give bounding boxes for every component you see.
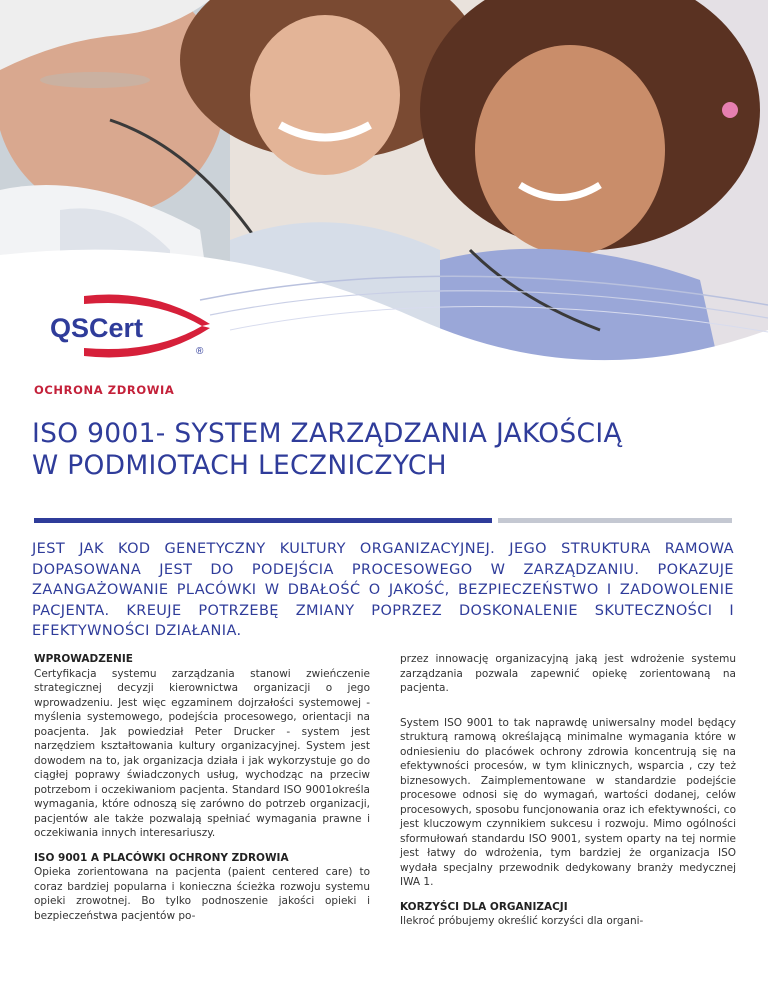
paragraph-continuation: przez innowację organizacyjną jaką jest wdrożenie systemu zarządzania pozwala zapewnić opiekę zorientowaną na pacjenta.	[400, 653, 736, 694]
heading-benefits: KORZYŚCI DLA ORGANIZACJI	[400, 900, 568, 913]
paragraph-introduction: Certyfikacja systemu zarządzania stanowi zwieńczenie strategicznej decyzji kierownictwa organizacji o jego wprowadzeniu. Jest więc egzaminem dojrzałości systemowej - myślenia systemowego, podejścia procesowego, orientacji na poacjenta. Jak powiedział Peter Drucker - system jest narzędziem kształtowania kultury organizacyjnej. System jest dowodem na to, jak organizacja działa i jak wykorzystuje go do ciągłej poprawy świadczonych usług, wychodząc na przeciw potrzebom i oczekiwaniom pacjenta. Standard ISO 9001określa wymagania, które odnoszą się zarówno do potrzeb organizacji, pacjentów ale także pozwalają spełniać wymagania prawne i oczekiwania innych interesariuszy.	[34, 667, 370, 839]
title-line-1: ISO 9001- SYSTEM ZARZĄDZANIA JAKOŚCIĄ	[32, 418, 622, 449]
heading-introduction: WPROWADZENIE	[34, 653, 133, 665]
left-column	[34, 652, 370, 923]
svg-text:QSCert: QSCert	[50, 313, 144, 343]
lead-paragraph: JEST JAK KOD GENETYCZNY KULTURY ORGANIZACYJNEJ. JEGO STRUKTURA RAMOWA DOPASOWANA JEST DO PODEJŚCIA PROCESOWEGO W ZARZĄDZANIU. POKAZUJE ZAANGAŻOWANIE PLACÓWKI W DBAŁOŚĆ O JAKOŚĆ, BEZPIECZEŃSTWO I ZADOWOLENIE PACJENTA. KREUJE POTRZEBĘ ZMIANY POPRZEZ DOSKONALENIE SKUTECZNOŚCI I EFEKTYWNOŚCI DZIAŁANIA.	[32, 541, 734, 639]
page-title	[32, 418, 742, 482]
title-line-2: W PODMIOTACH LECZNICZYCH	[32, 450, 447, 481]
qscert-logo	[44, 290, 224, 362]
paragraph-iso-healthcare: Opieka zorientowana na pacjenta (paient centered care) to coraz bardziej popularna i konieczna ścieżka rozwoju systemu opieki zrowotnej. Bo tylko podnoszenie jakości opieki i bezpieczeństwa pacjentów po-	[34, 866, 370, 922]
svg-text:®: ®	[196, 346, 204, 357]
heading-iso-healthcare: ISO 9001 A PLACÓWKI OCHRONY ZDROWIA	[34, 851, 289, 864]
divider-gray	[498, 518, 732, 523]
paragraph-iso-system: System ISO 9001 to tak naprawdę uniwersalny model będący strukturą ramową określającą minimalne wymagania które w odniesieniu do placówek ochrony zdrowia koncentrują się na efektywności procesów, w tym klinicznych, wsparcia , czy też biznesowych. Zaimplementowane w standardzie podejście procesowe odnosi się do wymagań, wartości dodanej, celów procesowych, sposobu funcjonowania oraz ich efektywności, co jest kluczowym czynnikiem sukcesu i rozwoju. Mimo ogólności sformułowań standardu ISO 9001, system oparty na tej normie jest łatwy do wdrożenia, tym bardziej że organizacja ISO wydała specjalny przewodnik dedykowany branży medycznej IWA 1.	[400, 716, 736, 888]
right-column	[400, 652, 736, 929]
divider-blue	[34, 518, 492, 523]
paragraph-benefits: Ilekroć próbujemy określić korzyści dla organi-	[400, 915, 644, 927]
qscert-logo-graphic	[44, 290, 224, 362]
category-label: OCHRONA ZDROWIA	[34, 383, 175, 397]
